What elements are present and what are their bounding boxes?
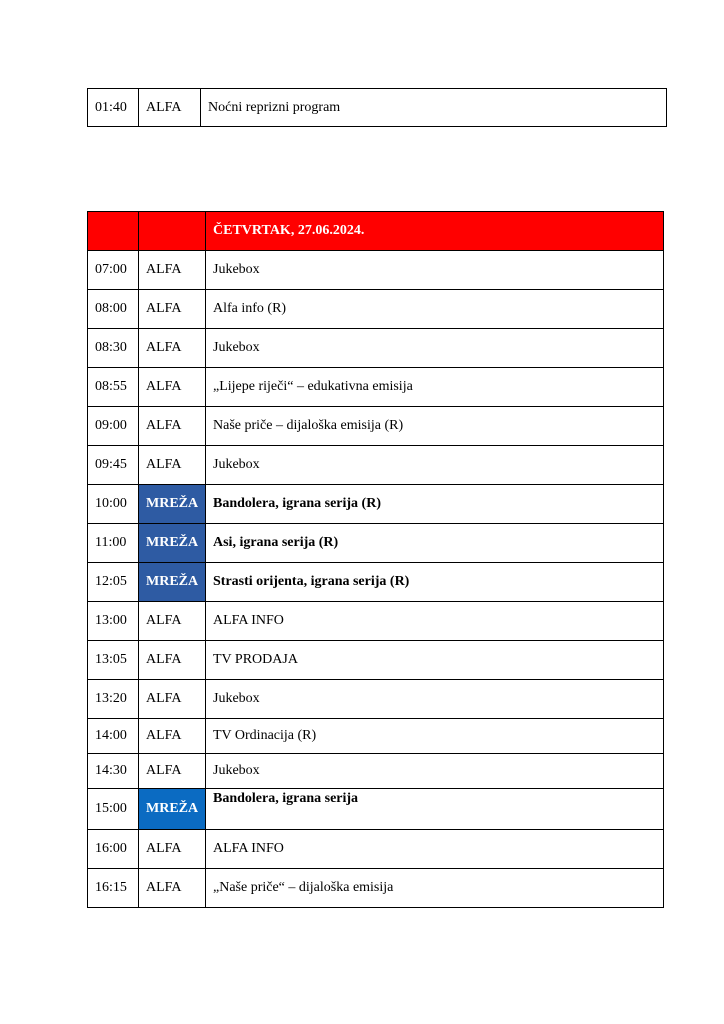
time-cell: 13:00 — [88, 602, 139, 641]
time-cell: 13:20 — [88, 680, 139, 719]
channel-cell: ALFA — [139, 368, 206, 407]
title-cell: ALFA INFO — [206, 602, 664, 641]
day-header: ČETVRTAK, 27.06.2024. — [206, 212, 664, 251]
channel-cell: ALFA — [139, 602, 206, 641]
schedule-table — [87, 211, 664, 908]
time-cell: 16:15 — [88, 869, 139, 908]
table-row — [88, 329, 664, 368]
channel-cell: ALFA — [139, 329, 206, 368]
table-row — [88, 641, 664, 680]
title-cell: TV PRODAJA — [206, 641, 664, 680]
table-row — [88, 680, 664, 719]
header-empty-cell — [139, 212, 206, 251]
channel-cell: ALFA — [139, 290, 206, 329]
channel-cell: ALFA — [139, 446, 206, 485]
title-cell: Jukebox — [206, 446, 664, 485]
table-row — [88, 563, 664, 602]
table-row — [88, 290, 664, 329]
table-row — [88, 524, 664, 563]
time-cell: 13:05 — [88, 641, 139, 680]
time-cell: 14:00 — [88, 719, 139, 754]
network-channel-cell: MREŽA — [139, 485, 206, 524]
time-cell: 07:00 — [88, 251, 139, 290]
table-row — [88, 251, 664, 290]
title-cell: Jukebox — [206, 251, 664, 290]
network-channel-cell: MREŽA — [139, 789, 206, 830]
header-empty-cell — [88, 212, 139, 251]
table-row — [88, 446, 664, 485]
title-cell: Naše priče – dijaloška emisija (R) — [206, 407, 664, 446]
table-row — [88, 830, 664, 869]
title-cell: „Lijepe riječi“ – edukativna emisija — [206, 368, 664, 407]
time-cell: 01:40 — [88, 89, 139, 127]
table-row — [88, 368, 664, 407]
channel-cell: ALFA — [139, 754, 206, 789]
title-cell: Jukebox — [206, 680, 664, 719]
network-channel-cell: MREŽA — [139, 563, 206, 602]
previous-day-table — [87, 88, 667, 127]
channel-cell: ALFA — [139, 869, 206, 908]
channel-cell: ALFA — [139, 641, 206, 680]
channel-cell: ALFA — [139, 89, 201, 127]
table-row — [88, 485, 664, 524]
time-cell: 10:00 — [88, 485, 139, 524]
table-row — [88, 789, 664, 830]
channel-cell: ALFA — [139, 680, 206, 719]
time-cell: 15:00 — [88, 789, 139, 830]
title-cell: ALFA INFO — [206, 830, 664, 869]
table-row — [88, 602, 664, 641]
title-cell: Bandolera, igrana serija — [206, 789, 664, 830]
title-cell: Bandolera, igrana serija (R) — [206, 485, 664, 524]
time-cell: 11:00 — [88, 524, 139, 563]
title-cell: TV Ordinacija (R) — [206, 719, 664, 754]
time-cell: 14:30 — [88, 754, 139, 789]
title-cell: Alfa info (R) — [206, 290, 664, 329]
title-cell: Noćni reprizni program — [201, 89, 667, 127]
channel-cell: ALFA — [139, 251, 206, 290]
day-header-row — [88, 212, 664, 251]
time-cell: 08:55 — [88, 368, 139, 407]
title-cell: „Naše priče“ – dijaloška emisija — [206, 869, 664, 908]
title-cell: Jukebox — [206, 754, 664, 789]
table-row — [88, 89, 667, 127]
time-cell: 16:00 — [88, 830, 139, 869]
title-cell: Asi, igrana serija (R) — [206, 524, 664, 563]
title-cell: Jukebox — [206, 329, 664, 368]
time-cell: 08:30 — [88, 329, 139, 368]
title-cell: Strasti orijenta, igrana serija (R) — [206, 563, 664, 602]
table-row — [88, 754, 664, 789]
channel-cell: ALFA — [139, 830, 206, 869]
channel-cell: ALFA — [139, 407, 206, 446]
channel-cell: ALFA — [139, 719, 206, 754]
time-cell: 08:00 — [88, 290, 139, 329]
table-row — [88, 869, 664, 908]
time-cell: 12:05 — [88, 563, 139, 602]
table-row — [88, 407, 664, 446]
time-cell: 09:45 — [88, 446, 139, 485]
table-row — [88, 719, 664, 754]
network-channel-cell: MREŽA — [139, 524, 206, 563]
time-cell: 09:00 — [88, 407, 139, 446]
